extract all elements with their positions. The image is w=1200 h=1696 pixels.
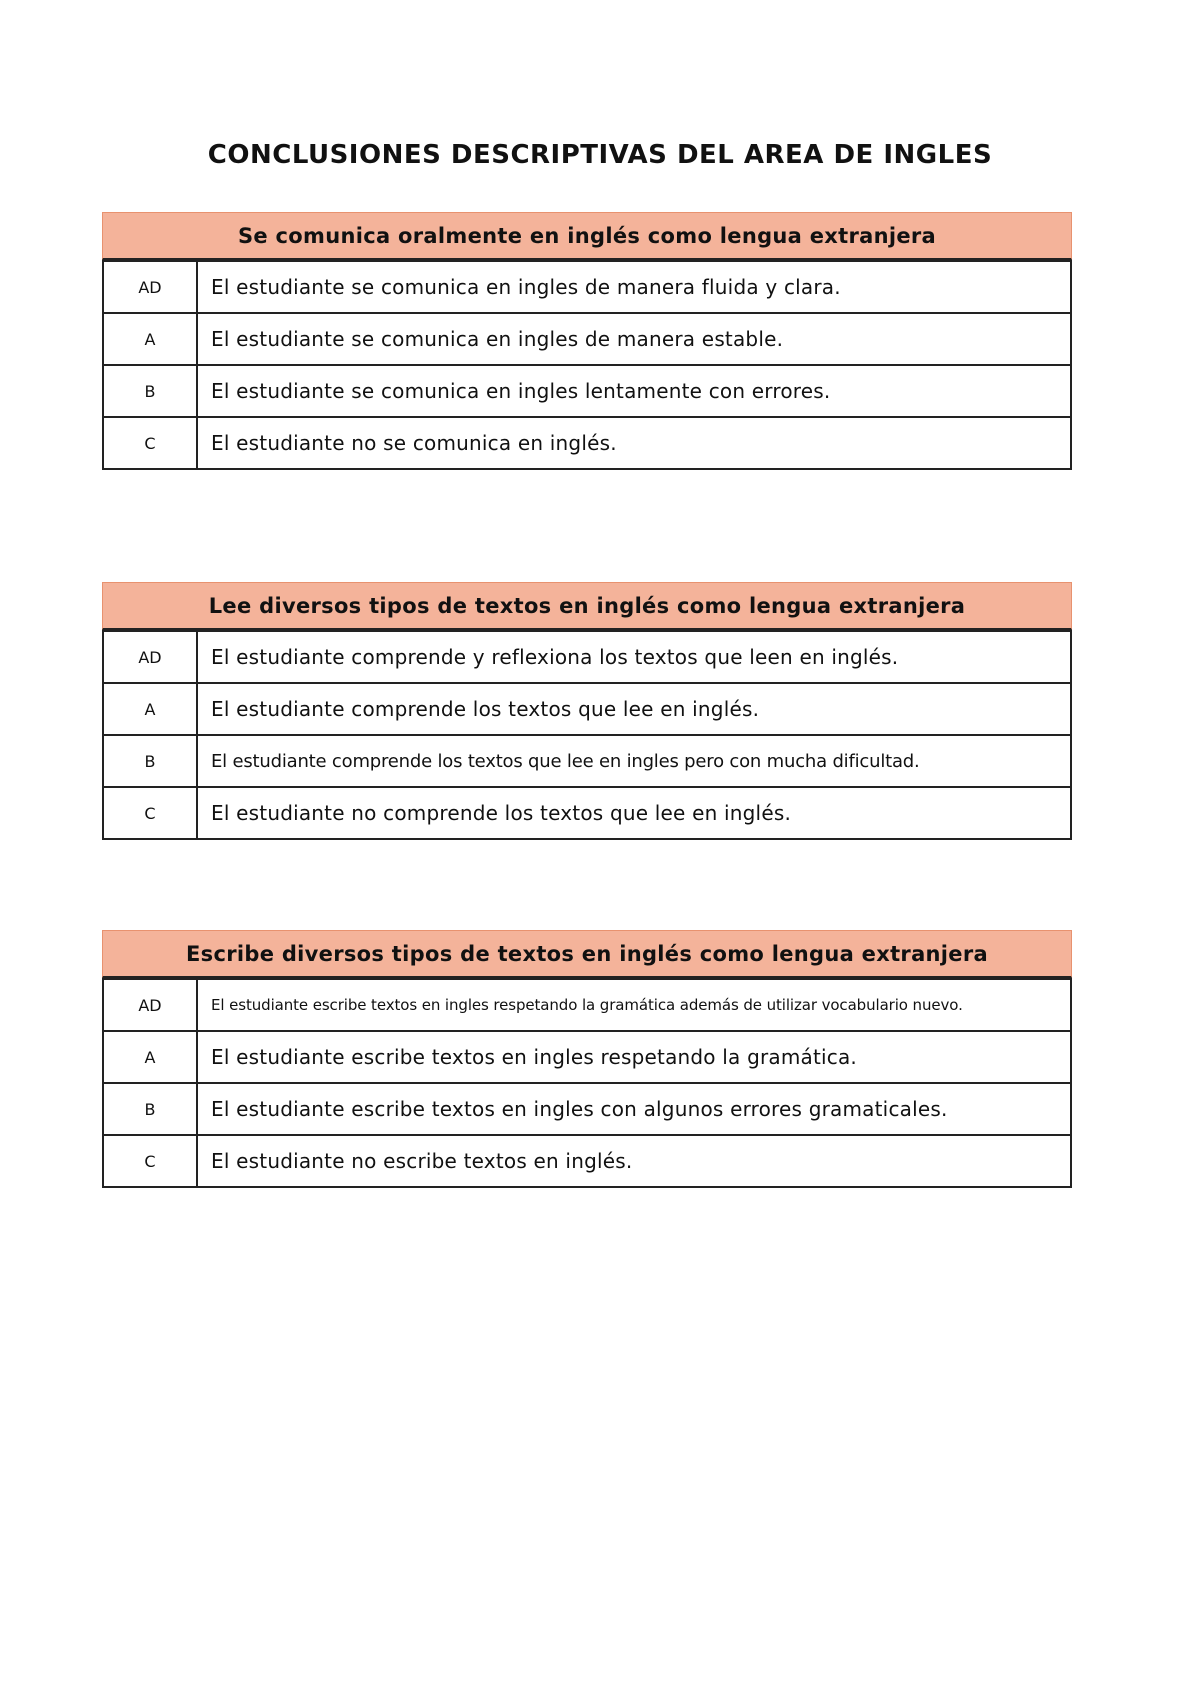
level-cell: A [103,313,197,365]
table-row [103,787,1071,839]
level-cell: C [103,787,197,839]
description-cell: El estudiante se comunica en ingles de manera estable. [197,313,1071,365]
description-cell: El estudiante escribe textos en ingles con algunos errores gramaticales. [197,1083,1071,1135]
page-title: CONCLUSIONES DESCRIPTIVAS DEL AREA DE INGLES [207,140,993,170]
description-cell: El estudiante no comprende los textos que lee en inglés. [197,787,1071,839]
table-row [103,1031,1071,1083]
table-row [103,1083,1071,1135]
table-row [103,313,1071,365]
table-row [103,735,1071,787]
table-row [103,683,1071,735]
level-cell: C [103,417,197,469]
section-header: Se comunica oralmente en inglés como lengua extranjera [102,212,1072,260]
table-row [103,261,1071,313]
table-row [103,631,1071,683]
section-header: Lee diversos tipos de textos en inglés como lengua extranjera [102,582,1072,630]
table-row [103,979,1071,1031]
description-cell: El estudiante comprende los textos que lee en ingles pero con mucha dificultad. [197,735,1071,787]
level-cell: AD [103,979,197,1031]
table-row [103,365,1071,417]
rubric-reading [102,582,1072,840]
level-cell: B [103,1083,197,1135]
description-cell: El estudiante no escribe textos en inglés. [197,1135,1071,1187]
level-cell: A [103,683,197,735]
level-cell: B [103,365,197,417]
rubric-oral-communication [102,212,1072,470]
description-cell: El estudiante se comunica en ingles de manera fluida y clara. [197,261,1071,313]
section-header: Escribe diversos tipos de textos en inglés como lengua extranjera [102,930,1072,978]
description-cell: El estudiante no se comunica en inglés. [197,417,1071,469]
rubric-table [102,630,1072,840]
level-cell: B [103,735,197,787]
description-cell: El estudiante se comunica en ingles lentamente con errores. [197,365,1071,417]
table-row [103,417,1071,469]
description-cell: El estudiante comprende y reflexiona los textos que leen en inglés. [197,631,1071,683]
level-cell: A [103,1031,197,1083]
description-cell: El estudiante escribe textos en ingles respetando la gramática además de utilizar vocabulario nuevo. [197,979,1071,1031]
level-cell: C [103,1135,197,1187]
description-cell: El estudiante comprende los textos que lee en inglés. [197,683,1071,735]
rubric-writing [102,930,1072,1188]
rubric-table [102,260,1072,470]
table-row [103,1135,1071,1187]
level-cell: AD [103,261,197,313]
level-cell: AD [103,631,197,683]
rubric-table [102,978,1072,1188]
description-cell: El estudiante escribe textos en ingles respetando la gramática. [197,1031,1071,1083]
